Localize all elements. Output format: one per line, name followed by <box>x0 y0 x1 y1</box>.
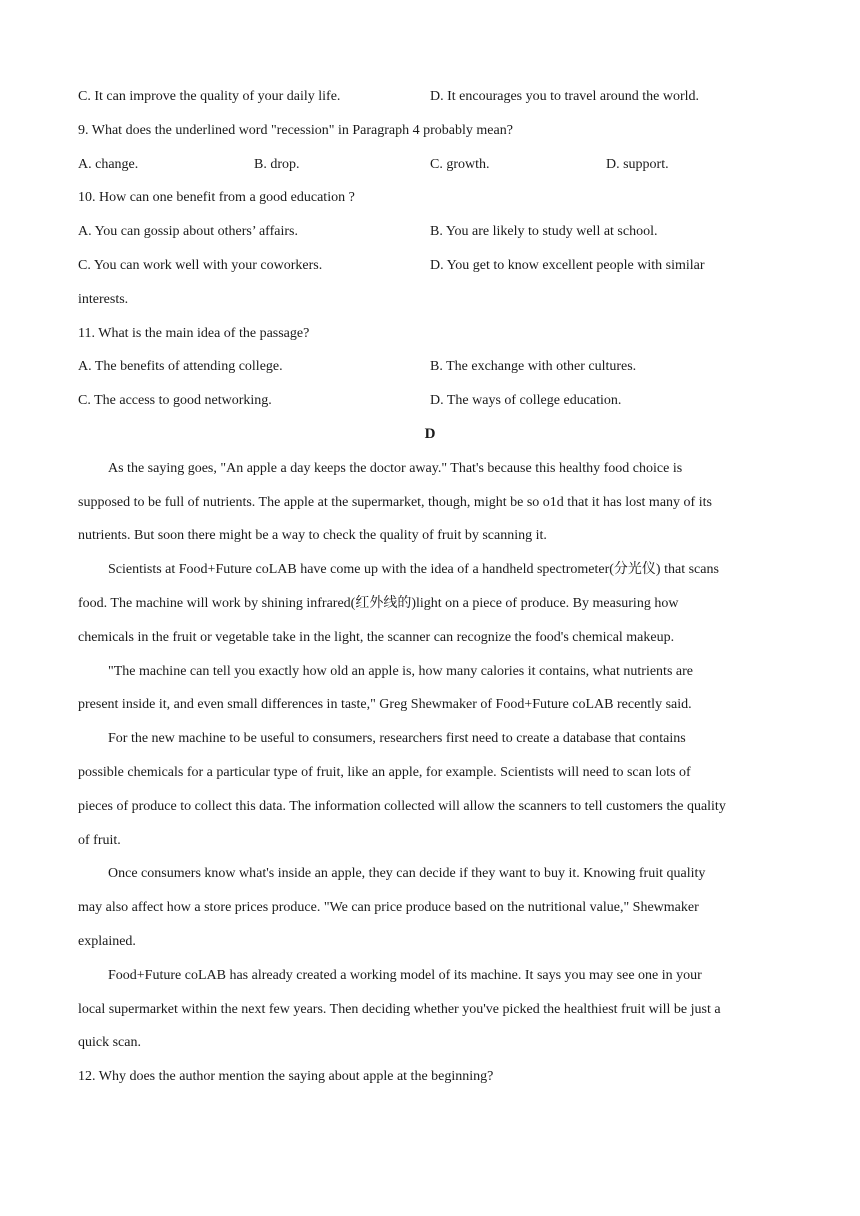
q10-option-c[interactable]: C. You can work well with your coworkers. <box>78 257 323 273</box>
q11-option-b[interactable]: B. The exchange with other cultures. <box>430 359 637 375</box>
passage-line: chemicals in the fruit or vegetable take in the light, the scanner can recognize the food's chemical makeup. <box>78 629 675 645</box>
passage-line: Scientists at Food+Future coLAB have come up with the idea of a handheld spectrometer(分光仪) that scans <box>108 562 719 578</box>
q11-option-c[interactable]: C. The access to good networking. <box>78 393 272 409</box>
q11-options-row-cd <box>78 384 782 418</box>
passage-line: nutrients. But soon there might be a way to check the quality of fruit by scanning it. <box>78 528 547 544</box>
passage-line: Food+Future coLAB has already created a working model of its machine. It says you may see one in your <box>108 967 702 983</box>
q10-options-row-cd <box>78 249 782 283</box>
passage-paragraph-1 <box>78 452 782 553</box>
passage-line: food. The machine will work by shining infrared(红外线的)light on a piece of produce. By measuring how <box>78 595 679 611</box>
q10-options-row-ab <box>78 215 782 249</box>
passage-line: quick scan. <box>78 1035 141 1051</box>
q10-option-d[interactable]: D. You get to know excellent people with similar <box>430 257 705 273</box>
passage-paragraph-2 <box>78 553 782 654</box>
q10-option-b[interactable]: B. You are likely to study well at school. <box>430 224 658 240</box>
q9-option-a[interactable]: A. change. <box>78 156 139 172</box>
passage-paragraph-4 <box>78 722 782 857</box>
passage-line: As the saying goes, "An apple a day keeps the doctor away." That's because this healthy food choice is <box>108 460 683 476</box>
passage-line: Once consumers know what's inside an apple, they can decide if they want to buy it. Knowing fruit quality <box>108 866 706 882</box>
q10-option-d-continuation: interests. <box>78 291 129 307</box>
passage-line: possible chemicals for a particular type of fruit, like an apple, for example. Scientists will need to scan lots of <box>78 764 691 780</box>
passage-paragraph-3 <box>78 655 782 723</box>
passage-line: of fruit. <box>78 832 121 848</box>
q9-question: 9. What does the underlined word "recession" in Paragraph 4 probably mean? <box>78 122 513 138</box>
passage-line: "The machine can tell you exactly how old an apple is, how many calories it contains, what nutrients are <box>108 663 693 679</box>
passage-line: supposed to be full of nutrients. The apple at the supermarket, though, might be so o1d that it has lost many of its <box>78 494 712 510</box>
q8-options-row-cd <box>78 80 782 114</box>
passage-line: explained. <box>78 933 136 949</box>
q11-option-a[interactable]: A. The benefits of attending college. <box>78 359 283 375</box>
q9-option-d[interactable]: D. support. <box>606 156 669 172</box>
passage-paragraph-6 <box>78 959 782 1060</box>
q11-question: 11. What is the main idea of the passage? <box>78 325 310 341</box>
q11-option-d[interactable]: D. The ways of college education. <box>430 393 622 409</box>
q12-question: 12. Why does the author mention the saying about apple at the beginning? <box>78 1069 494 1085</box>
document-page <box>78 80 782 1094</box>
q11-options-row-ab <box>78 350 782 384</box>
passage-paragraph-5 <box>78 857 782 958</box>
q10-question: 10. How can one benefit from a good education ? <box>78 190 355 206</box>
q9-option-b[interactable]: B. drop. <box>254 156 300 172</box>
passage-line: pieces of produce to collect this data. The information collected will allow the scanners to tell customers the quality <box>78 798 726 814</box>
q9-options-row <box>78 148 782 182</box>
passage-line: present inside it, and even small differences in taste," Greg Shewmaker of Food+Future coLAB recently said. <box>78 697 692 713</box>
passage-line: may also affect how a store prices produce. "We can price produce based on the nutritional value," Shewmaker <box>78 900 699 916</box>
passage-line: For the new machine to be useful to consumers, researchers first need to create a database that contains <box>108 731 686 747</box>
q8-option-d[interactable]: D. It encourages you to travel around the world. <box>430 89 700 104</box>
q10-option-a[interactable]: A. You can gossip about others’ affairs. <box>78 224 298 240</box>
q8-option-c[interactable]: C. It can improve the quality of your daily life. <box>78 89 341 104</box>
passage-line: local supermarket within the next few years. Then deciding whether you've picked the healthiest fruit will be just a <box>78 1001 721 1017</box>
q9-option-c[interactable]: C. growth. <box>430 156 490 172</box>
section-title: D <box>424 425 436 442</box>
